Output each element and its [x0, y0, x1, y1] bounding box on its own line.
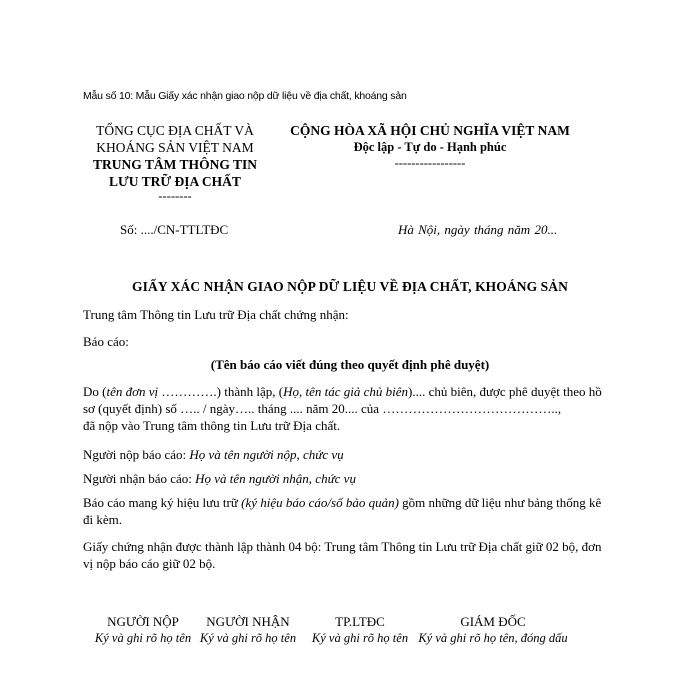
signature-role: GIÁM ĐỐC	[460, 614, 526, 629]
nation-name: CỘNG HÒA XÃ HỘI CHỦ NGHĨA VIỆT NAM	[290, 123, 570, 138]
national-motto: Độc lập - Tự do - Hạnh phúc	[353, 140, 507, 154]
para1-line3: đã nộp vào Trung tâm thông tin Lưu trữ Địa chất.	[83, 418, 341, 433]
storage-symbol-paragraph	[83, 494, 613, 528]
receiver-line	[83, 470, 613, 487]
signature-note: Ký và ghi rõ họ tên	[311, 631, 409, 645]
center-name-line1: TRUNG TÂM THÔNG TIN	[93, 157, 257, 172]
submitter-label: Người nộp báo cáo:	[83, 447, 190, 462]
submitter-line	[83, 446, 613, 463]
signature-receiver	[198, 613, 298, 647]
symbol-part2: gồm những dữ liệu như bảng thống kê đi kèm.	[83, 495, 602, 527]
document-number: Số: ..../CN-TTLTĐC	[120, 222, 229, 237]
left-header-separator: --------	[158, 189, 192, 203]
signature-note: Ký và ghi rõ họ tên	[94, 631, 192, 645]
copies-paragraph: Giấy chứng nhận được thành lập thành 04 bộ: Trung tâm Thông tin Lưu trữ Địa chất giữ 02 bộ, đơn vị nộp báo cáo giữ 02 bộ.	[83, 539, 602, 571]
para1-part3: ).... chủ biên, được phê duyệt theo hồ sơ (quyết định) số ….. / ngày….. tháng .... năm 20.... của …………………………………..,	[83, 384, 602, 416]
signature-archive-head	[308, 613, 412, 647]
para1-part2: ………….) thành lập, (	[158, 384, 284, 399]
receiver-value: Họ và tên người nhận, chức vụ	[195, 471, 356, 486]
agency-name-line2: KHOÁNG SẢN VIỆT NAM	[96, 140, 254, 155]
signature-role: NGƯỜI NỘP	[107, 614, 179, 629]
para1-unit-name: tên đơn vị	[106, 384, 159, 399]
signature-note: Ký và ghi rõ họ tên	[199, 631, 297, 645]
place-date: Hà Nội, ngày tháng năm 20...	[398, 222, 558, 237]
receiver-label: Người nhận báo cáo:	[83, 471, 196, 486]
signature-submitter	[90, 613, 196, 647]
certify-intro: Trung tâm Thông tin Lưu trữ Địa chất chứng nhận:	[83, 307, 349, 322]
signature-role: TP.LTĐC	[335, 614, 385, 629]
report-name-placeholder: (Tên báo cáo viết đúng theo quyết định phê duyệt)	[210, 357, 490, 372]
report-origin-paragraph	[83, 383, 613, 434]
para1-author-name: Họ, tên tác giả chủ biên	[283, 384, 409, 399]
national-header	[282, 122, 578, 170]
agency-name-line1: TỔNG CỤC ĐỊA CHẤT VÀ	[96, 123, 254, 138]
form-code: Mẫu số 10: Mẫu Giấy xác nhận giao nộp dữ liệu về địa chất, khoáng sản	[83, 90, 407, 102]
signature-role: NGƯỜI NHẬN	[206, 614, 290, 629]
issuing-agency-header	[82, 122, 268, 202]
signature-director	[418, 613, 568, 647]
signature-note: Ký và ghi rõ họ tên, đóng dấu	[418, 631, 568, 645]
symbol-placeholder: (ký hiệu báo cáo/số bảo quản)	[241, 495, 399, 510]
report-label: Báo cáo:	[83, 334, 129, 349]
submitter-value: Họ và tên người nộp, chức vụ	[189, 447, 344, 462]
document-title: GIẤY XÁC NHẬN GIAO NỘP DỮ LIỆU VỀ ĐỊA CHẤT, KHOÁNG SẢN	[132, 279, 568, 294]
para1-part1: Do (	[83, 384, 107, 399]
right-header-separator: -----------------	[394, 156, 466, 170]
symbol-part1: Báo cáo mang ký hiệu lưu trữ	[83, 495, 242, 510]
center-name-line2: LƯU TRỮ ĐỊA CHẤT	[109, 174, 241, 189]
